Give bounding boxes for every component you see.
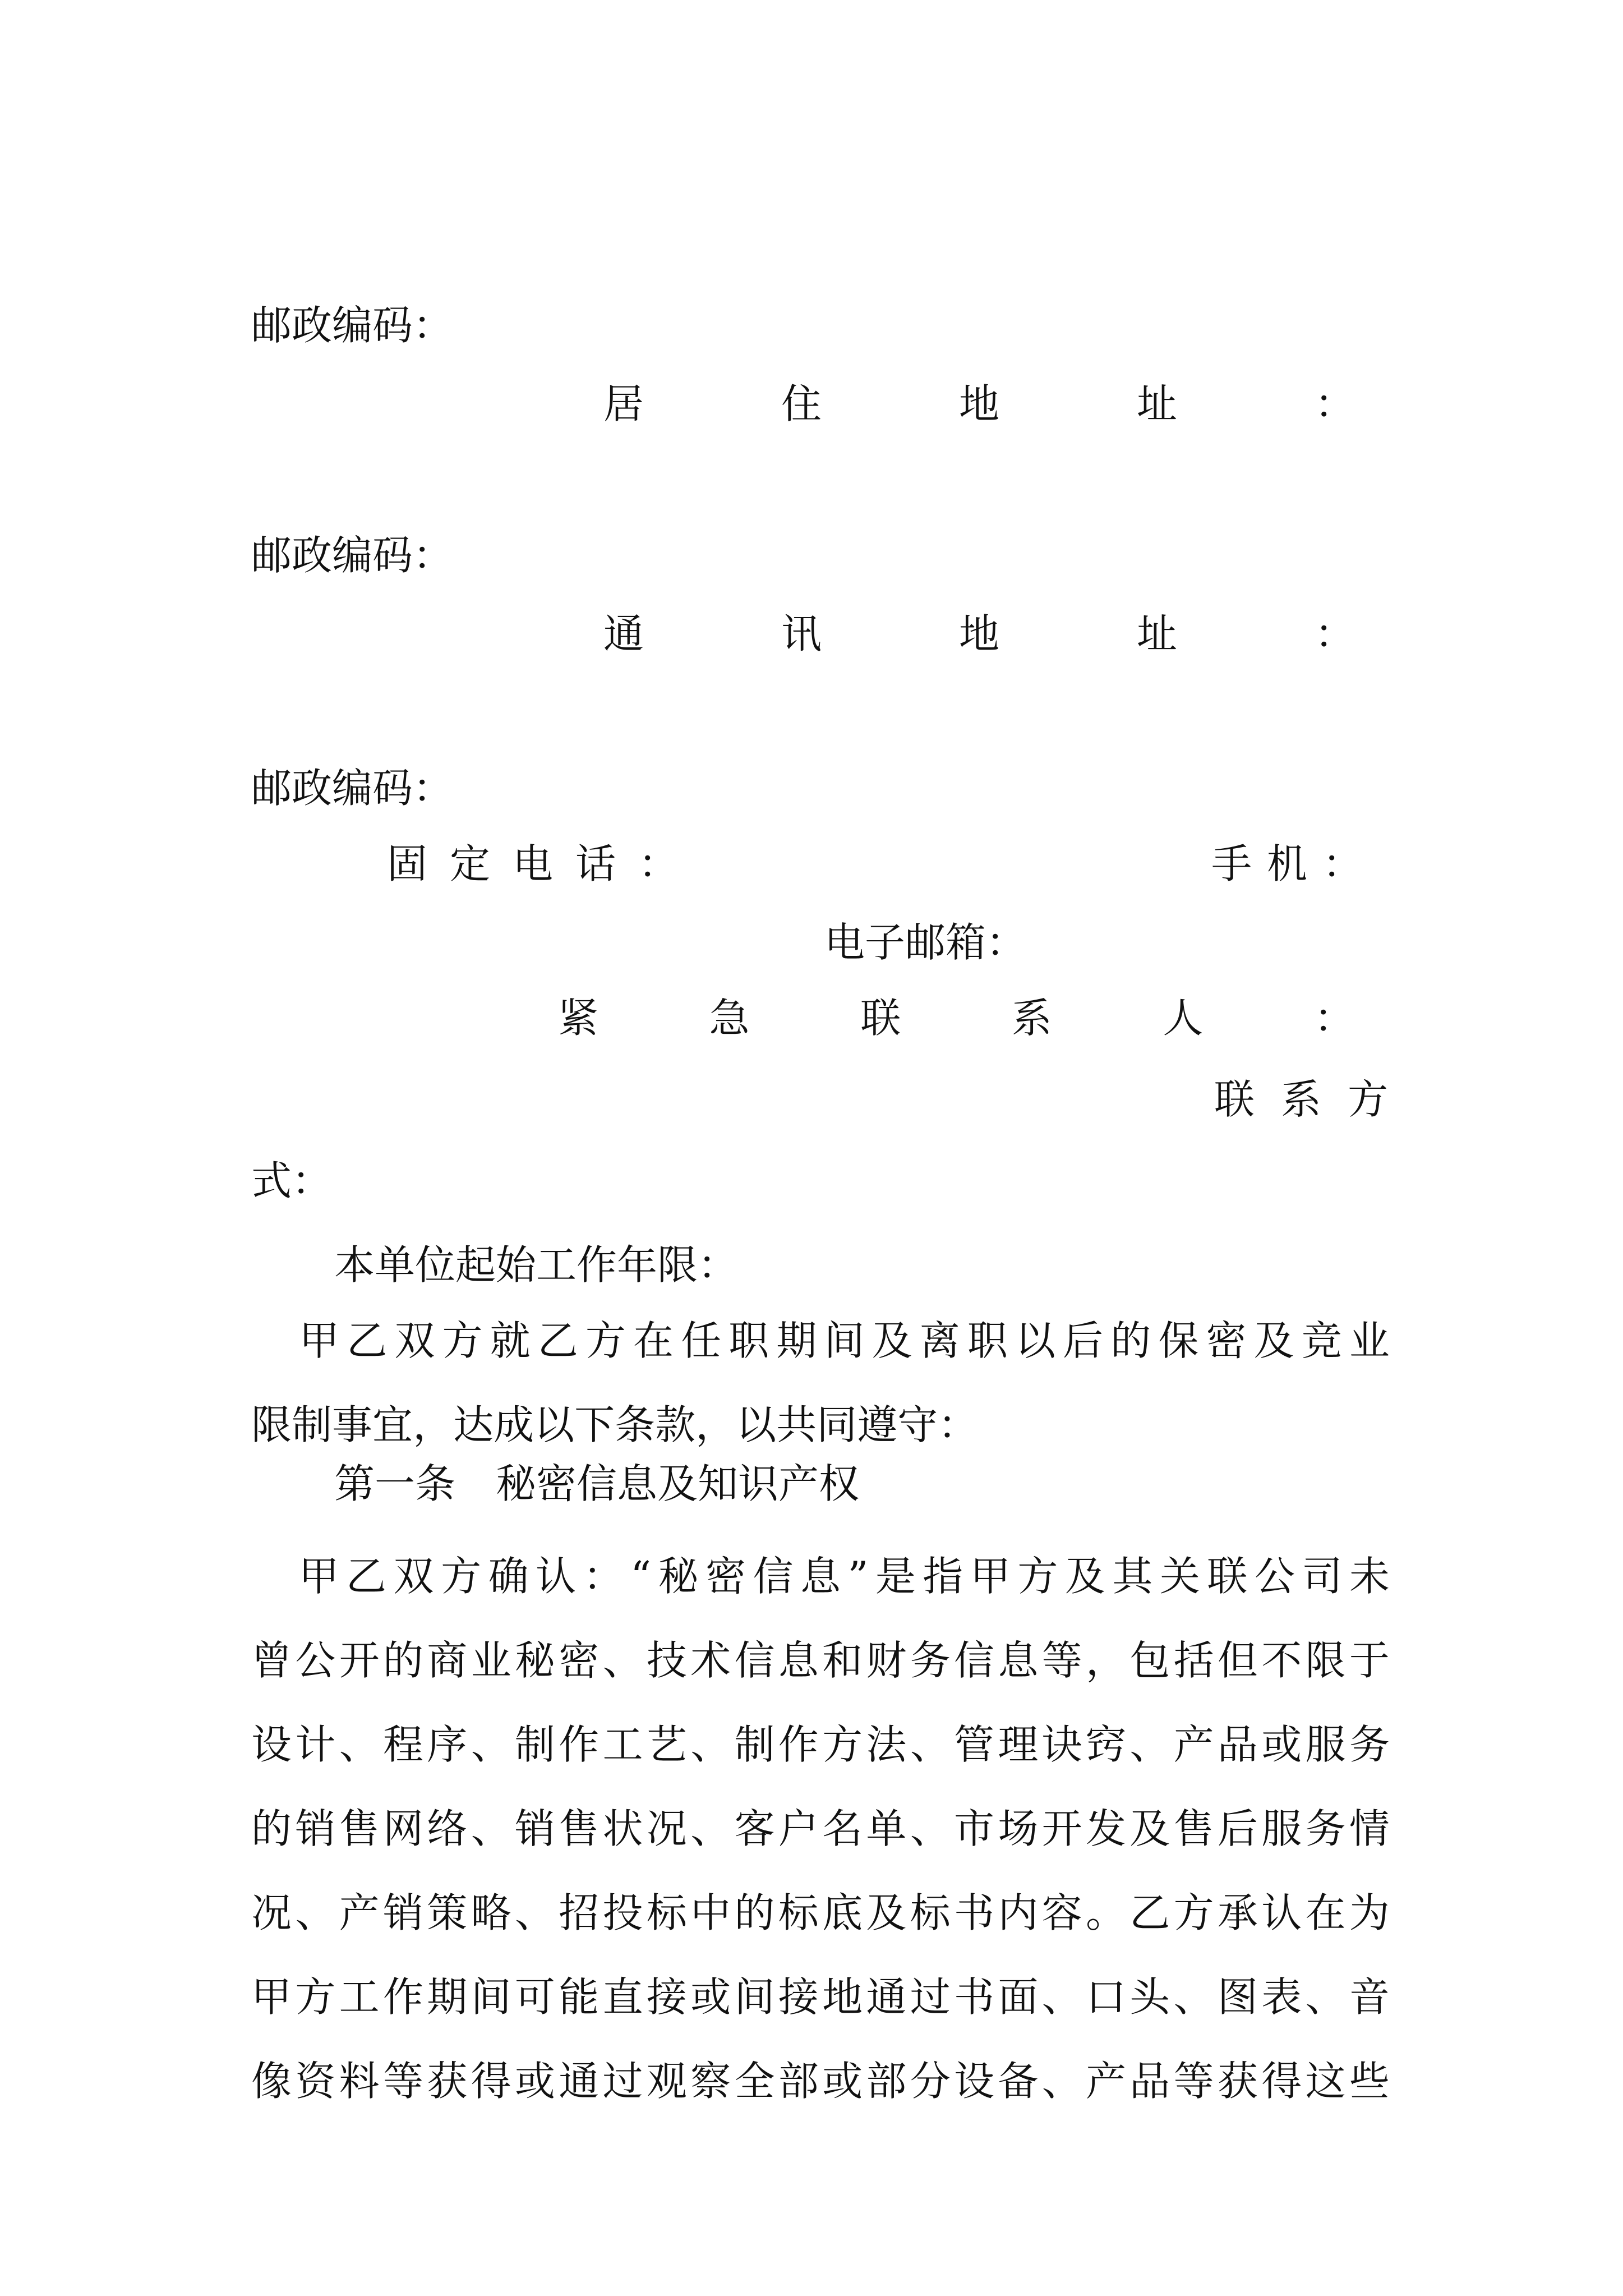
paragraph-char: 地 — [822, 1973, 863, 2021]
paragraph-char: 方 — [442, 1317, 483, 1364]
paragraph-char: 理 — [998, 1721, 1039, 1768]
paragraph-char: ： — [583, 1553, 624, 1600]
paragraph-char: 事 — [332, 1401, 373, 1448]
paragraph-char: 诀 — [1041, 1721, 1082, 1768]
paragraph-char: 等 — [1041, 1637, 1082, 1684]
paragraph-char: 期 — [427, 1973, 468, 2021]
paragraph-char: 、 — [339, 1721, 380, 1768]
paragraph-char: 得 — [1261, 2058, 1302, 2105]
paragraph-char: 指 — [923, 1553, 963, 1600]
paragraph-char: 司 — [1302, 1553, 1343, 1600]
landline-char: 电 — [512, 840, 553, 887]
paragraph-char: 关 — [1159, 1553, 1200, 1600]
paragraph-char: 单 — [866, 1805, 907, 1852]
paragraph-char: 服 — [1305, 1721, 1346, 1768]
paragraph-char: 联 — [1207, 1553, 1248, 1600]
paragraph-char: 、 — [1173, 1973, 1214, 2021]
paragraph-char: 的 — [251, 1805, 292, 1852]
postal-code-label-2: 邮政编码： — [251, 532, 454, 579]
paragraph-char: 售 — [1173, 1805, 1214, 1852]
mailing-address-char: 讯 — [781, 610, 822, 657]
landline-char: 固 — [387, 840, 428, 887]
paragraph-char: 认 — [1261, 1889, 1302, 1936]
paragraph-char: 服 — [1261, 1805, 1302, 1852]
paragraph-char: 书 — [954, 1973, 995, 2021]
paragraph-char: 得 — [471, 2058, 511, 2105]
residence-address-char: 住 — [781, 380, 822, 427]
paragraph-char: 图 — [1217, 1973, 1258, 2021]
paragraph-char: 这 — [1305, 2058, 1346, 2105]
paragraph-char: 通 — [559, 2058, 600, 2105]
paragraph-char: 密 — [1206, 1317, 1247, 1364]
paragraph-char: 销 — [514, 1805, 555, 1852]
paragraph-char: 投 — [602, 1889, 643, 1936]
residence-address-char: 居 — [603, 380, 644, 427]
paragraph-char: 职 — [967, 1317, 1008, 1364]
paragraph-char: 或 — [1261, 1721, 1302, 1768]
paragraph-char: 职 — [728, 1317, 769, 1364]
paragraph-char: 以 — [1015, 1317, 1056, 1364]
emergency-contact-char: ： — [1313, 995, 1354, 1042]
paragraph-char: 在 — [1305, 1889, 1346, 1936]
paragraph-char: 资 — [295, 2058, 336, 2105]
email-label: 电子邮箱： — [824, 919, 1027, 966]
mobile-char: 手 — [1211, 840, 1252, 887]
paragraph-char: 管 — [954, 1721, 995, 1768]
emergency-contact-char: 系 — [1011, 995, 1052, 1042]
paragraph-char: 窍 — [1085, 1721, 1126, 1768]
paragraph-char: 乙 — [537, 1317, 578, 1364]
mobile-field — [1211, 830, 1363, 898]
mailing-address-field — [603, 600, 1355, 668]
paragraph-char: 或 — [822, 2058, 863, 2105]
landline-char: 话 — [575, 840, 616, 887]
paragraph-char: 过 — [910, 1973, 951, 2021]
paragraph-char: 认 — [536, 1553, 577, 1600]
paragraph-char: 设 — [954, 2058, 995, 2105]
paragraph-char: 共 — [776, 1401, 817, 1448]
paragraph-char: 间 — [734, 1973, 775, 2021]
paragraph-char: 产 — [1173, 1721, 1214, 1768]
paragraph-char: 料 — [339, 2058, 380, 2105]
paragraph-char: 制 — [734, 1721, 775, 1768]
paragraph-char: 工 — [339, 1973, 380, 2021]
paragraph-char: 获 — [1217, 2058, 1258, 2105]
paragraph-char: ： — [938, 1401, 979, 1448]
mobile-char: 机 — [1266, 840, 1307, 887]
paragraph-char: 的 — [382, 1637, 423, 1684]
paragraph-char: 接 — [646, 1973, 687, 2021]
paragraph-char: 信 — [954, 1637, 995, 1684]
paragraph-char: 售 — [339, 1805, 380, 1852]
paragraph-char: “ — [630, 1553, 651, 1600]
paragraph-char: 信 — [753, 1553, 794, 1600]
paragraph-char: 技 — [646, 1637, 687, 1684]
paragraph-char: 、 — [514, 1889, 555, 1936]
paragraph-char: 包 — [1129, 1637, 1170, 1684]
paragraph-char: 方 — [822, 1721, 863, 1768]
paragraph-char: 序 — [427, 1721, 468, 1768]
paragraph-char: 务 — [1349, 1721, 1390, 1768]
paragraph-char: 宜 — [372, 1401, 413, 1448]
paragraph-char: 策 — [427, 1889, 468, 1936]
paragraph-char: 全 — [734, 2058, 775, 2105]
paragraph-char: ， — [413, 1401, 454, 1448]
paragraph-char: 在 — [633, 1317, 674, 1364]
paragraph-char: 标 — [646, 1889, 687, 1936]
postal-code-label-3: 邮政编码： — [251, 765, 454, 812]
residence-address-char: 址 — [1136, 380, 1177, 427]
paragraph-char: 开 — [339, 1637, 380, 1684]
paragraph-char: 售 — [559, 1805, 600, 1852]
paragraph-char: 或 — [514, 2058, 555, 2105]
paragraph-char: 销 — [295, 1805, 336, 1852]
paragraph-char: 底 — [822, 1889, 863, 1936]
paragraph-char: 开 — [1041, 1805, 1082, 1852]
paragraph-char: 发 — [1085, 1805, 1126, 1852]
paragraph-char: 方 — [295, 1973, 336, 2021]
paragraph-char: 客 — [734, 1805, 775, 1852]
paragraph-char: 方 — [1017, 1553, 1058, 1600]
paragraph-char: 户 — [778, 1805, 819, 1852]
paragraph-char: 同 — [817, 1401, 857, 1448]
paragraph-char: 招 — [559, 1889, 600, 1936]
mobile-char: ： — [1322, 840, 1363, 887]
paragraph-char: 任 — [681, 1317, 722, 1364]
paragraph-char: 产 — [1085, 2058, 1126, 2105]
paragraph-char: 的 — [1110, 1317, 1151, 1364]
paragraph-char: 程 — [382, 1721, 423, 1768]
mailing-address-char: ： — [1314, 610, 1355, 657]
paragraph-char: 秘 — [658, 1553, 699, 1600]
paragraph-char: 曾 — [251, 1637, 292, 1684]
emergency-contact-field — [558, 984, 1354, 1052]
paragraph-char: 乙 — [347, 1317, 388, 1364]
paragraph-char: 络 — [427, 1805, 468, 1852]
paragraph-char: 、 — [690, 1805, 731, 1852]
paragraph-char: 法 — [866, 1721, 907, 1768]
paragraph-char: 面 — [998, 1973, 1039, 2021]
contact-method-char: 方 — [1347, 1076, 1388, 1123]
paragraph-char: 作 — [778, 1721, 819, 1768]
paragraph-char: 、 — [1129, 1721, 1170, 1768]
paragraph-char: 款 — [655, 1401, 696, 1448]
paragraph-char: 括 — [1173, 1637, 1214, 1684]
paragraph-line — [251, 2039, 1390, 2123]
paragraph-char: 部 — [778, 2058, 819, 2105]
paragraph-char: 双 — [393, 1553, 434, 1600]
paragraph-char: 、 — [910, 1805, 951, 1852]
paragraph-char — [251, 1534, 292, 1618]
paragraph-char: 况 — [646, 1805, 687, 1852]
paragraph-char: 秘 — [514, 1637, 555, 1684]
paragraph-char: 术 — [690, 1637, 731, 1684]
paragraph-char: 下 — [574, 1401, 615, 1448]
paragraph-char: 及 — [872, 1317, 912, 1364]
paragraph-char: 承 — [1217, 1889, 1258, 1936]
paragraph-char: 及 — [1253, 1317, 1294, 1364]
paragraph-char: 口 — [1085, 1973, 1126, 2021]
paragraph-char: 制 — [514, 1721, 555, 1768]
paragraph-char: 息 — [778, 1637, 819, 1684]
paragraph-char: 些 — [1349, 2058, 1390, 2105]
emergency-contact-char: 紧 — [558, 995, 599, 1042]
paragraph-char: 业 — [1349, 1317, 1390, 1364]
paragraph-char: 信 — [734, 1637, 775, 1684]
paragraph-char: 工 — [602, 1721, 643, 1768]
mailing-address-char: 通 — [603, 610, 644, 657]
paragraph-char: 中 — [690, 1889, 731, 1936]
paragraph-char: 方 — [1173, 1889, 1214, 1936]
paragraph-char: 乙 — [346, 1553, 387, 1600]
postal-code-label-1: 邮政编码： — [251, 302, 454, 349]
paragraph-char: 保 — [1158, 1317, 1199, 1364]
residence-address-char: 地 — [958, 380, 999, 427]
paragraph-char: ， — [695, 1401, 736, 1448]
emergency-contact-char: 联 — [860, 995, 901, 1042]
emergency-contact-char: 急 — [709, 995, 750, 1042]
paragraph-char: 像 — [251, 2058, 292, 2105]
paragraph-char: 限 — [1305, 1637, 1346, 1684]
intro-paragraph — [251, 1299, 1390, 1467]
paragraph-char: 甲 — [299, 1317, 340, 1364]
paragraph-char: 及 — [1064, 1553, 1105, 1600]
paragraph-char: 略 — [471, 1889, 511, 1936]
paragraph-char: 备 — [998, 2058, 1039, 2105]
landline-char: 定 — [449, 840, 490, 887]
contact-method-suffix: 式： — [251, 1157, 333, 1204]
paragraph-char: 接 — [778, 1973, 819, 2021]
paragraph-char: 间 — [471, 1973, 511, 2021]
paragraph-char: 。 — [1085, 1889, 1126, 1936]
paragraph-char: 限 — [251, 1401, 292, 1448]
paragraph-char: 能 — [559, 1973, 600, 2021]
paragraph-char: 制 — [292, 1401, 333, 1448]
paragraph-char: 可 — [514, 1973, 555, 2021]
residence-address-char: ： — [1314, 380, 1355, 427]
paragraph-char: 及 — [866, 1889, 907, 1936]
paragraph-char: 甲 — [251, 1973, 292, 2021]
paragraph-char: 表 — [1261, 1973, 1302, 2021]
paragraph-char: 商 — [427, 1637, 468, 1684]
paragraph-char: 容 — [1041, 1889, 1082, 1936]
paragraph-line — [251, 1618, 1390, 1703]
paragraph-char: 名 — [822, 1805, 863, 1852]
paragraph-char: 其 — [1112, 1553, 1153, 1600]
paragraph-char: 的 — [734, 1889, 775, 1936]
paragraph-char: 但 — [1217, 1637, 1258, 1684]
paragraph-char: 离 — [919, 1317, 960, 1364]
paragraph-char: 标 — [910, 1889, 951, 1936]
paragraph-char: 是 — [875, 1553, 916, 1600]
paragraph-char: 分 — [910, 2058, 951, 2105]
article-one-paragraph — [251, 1534, 1390, 2123]
paragraph-char: 、 — [1305, 1973, 1346, 2021]
paragraph-char: 过 — [602, 2058, 643, 2105]
paragraph-char: 密 — [705, 1553, 746, 1600]
mailing-address-char: 址 — [1136, 610, 1177, 657]
paragraph-char: 业 — [471, 1637, 511, 1684]
paragraph-char: 场 — [998, 1805, 1039, 1852]
landline-char: ： — [638, 840, 679, 887]
paragraph-char: 方 — [585, 1317, 626, 1364]
paragraph-char: 察 — [690, 2058, 731, 2105]
paragraph-char: ， — [1085, 1637, 1126, 1684]
paragraph-char: 甲 — [298, 1553, 339, 1600]
paragraph-char: 方 — [441, 1553, 482, 1600]
residence-address-field — [603, 370, 1355, 438]
paragraph-line — [251, 1299, 1390, 1383]
paragraph-char: 为 — [1349, 1889, 1390, 1936]
paragraph-char: 作 — [382, 1973, 423, 2021]
paragraph-char: 等 — [1173, 2058, 1214, 2105]
paragraph-char: 守 — [897, 1401, 938, 1448]
paragraph-char: 及 — [1129, 1805, 1170, 1852]
paragraph-char: 以 — [736, 1401, 777, 1448]
paragraph-char: 、 — [910, 1721, 951, 1768]
paragraph-char: 、 — [471, 1721, 511, 1768]
paragraph-char: 计 — [295, 1721, 336, 1768]
paragraph-char: 息 — [800, 1553, 841, 1600]
paragraph-char: 品 — [1217, 1721, 1258, 1768]
paragraph-char: 条 — [615, 1401, 656, 1448]
paragraph-line — [251, 1787, 1390, 1871]
paragraph-char: 和 — [822, 1637, 863, 1684]
paragraph-char: 标 — [778, 1889, 819, 1936]
paragraph-char: 于 — [1349, 1637, 1390, 1684]
paragraph-char: 确 — [488, 1553, 529, 1600]
paragraph-char: 、 — [690, 1721, 731, 1768]
paragraph-char: 音 — [1349, 1973, 1390, 2021]
paragraph-char: 头 — [1129, 1973, 1170, 2021]
paragraph-line — [251, 1871, 1390, 1955]
paragraph-char: 务 — [910, 1637, 951, 1684]
paragraph-char: 、 — [471, 1805, 511, 1852]
paragraph-char: 况 — [251, 1889, 292, 1936]
contact-method-field — [1214, 1066, 1388, 1133]
paragraph-char: 达 — [453, 1401, 494, 1448]
paragraph-char: 公 — [1254, 1553, 1295, 1600]
paragraph-char: 以 — [534, 1401, 575, 1448]
paragraph-char: 双 — [394, 1317, 435, 1364]
paragraph-char: 内 — [998, 1889, 1039, 1936]
paragraph-char: 网 — [382, 1805, 423, 1852]
paragraph-char: 甲 — [970, 1553, 1011, 1600]
contact-method-char: 系 — [1280, 1076, 1321, 1123]
paragraph-char: 间 — [824, 1317, 865, 1364]
paragraph-line — [251, 1703, 1390, 1787]
paragraph-char — [251, 1299, 292, 1383]
paragraph-char: 乙 — [1129, 1889, 1170, 1936]
paragraph-char: 设 — [251, 1721, 292, 1768]
paragraph-char: 息 — [998, 1637, 1039, 1684]
paragraph-char: 未 — [1349, 1553, 1390, 1600]
paragraph-char: 状 — [602, 1805, 643, 1852]
paragraph-char: 市 — [954, 1805, 995, 1852]
paragraph-char: 后 — [1217, 1805, 1258, 1852]
paragraph-char: 产 — [339, 1889, 380, 1936]
paragraph-char: 后 — [1063, 1317, 1104, 1364]
paragraph-char: 务 — [1305, 1805, 1346, 1852]
paragraph-line — [251, 1955, 1390, 2039]
paragraph-char: 、 — [1041, 1973, 1082, 2021]
paragraph-char: 、 — [1041, 2058, 1082, 2105]
paragraph-char: 观 — [646, 2058, 687, 2105]
paragraph-char: 成 — [494, 1401, 534, 1448]
paragraph-char: 艺 — [646, 1721, 687, 1768]
landline-field — [387, 830, 679, 898]
start-years-label: 本单位起始工作年限： — [334, 1241, 739, 1289]
paragraph-char: 品 — [1129, 2058, 1170, 2105]
contact-method-char: 联 — [1214, 1076, 1255, 1123]
paragraph-char: 公 — [295, 1637, 336, 1684]
paragraph-char: 通 — [866, 1973, 907, 2021]
paragraph-char: 就 — [490, 1317, 531, 1364]
paragraph-char: 或 — [690, 1973, 731, 2021]
paragraph-char: 遵 — [857, 1401, 898, 1448]
paragraph-line — [251, 1534, 1390, 1618]
paragraph-char: ” — [847, 1553, 869, 1600]
paragraph-char: 直 — [602, 1973, 643, 2021]
paragraph-char: 部 — [866, 2058, 907, 2105]
paragraph-char: 财 — [866, 1637, 907, 1684]
paragraph-char: 作 — [559, 1721, 600, 1768]
paragraph-char: 销 — [382, 1889, 423, 1936]
paragraph-char: 密 — [559, 1637, 600, 1684]
paragraph-char: 等 — [382, 2058, 423, 2105]
paragraph-char: 、 — [602, 1637, 643, 1684]
paragraph-char: 期 — [776, 1317, 817, 1364]
paragraph-char: 获 — [427, 2058, 468, 2105]
article-one-title: 第一条 秘密信息及知识产权 — [334, 1460, 860, 1507]
paragraph-char: 情 — [1349, 1805, 1390, 1852]
paragraph-char: 不 — [1261, 1637, 1302, 1684]
paragraph-char: 竞 — [1301, 1317, 1342, 1364]
emergency-contact-char: 人 — [1163, 995, 1204, 1042]
mailing-address-char: 地 — [958, 610, 999, 657]
paragraph-char: 书 — [954, 1889, 995, 1936]
paragraph-char: 、 — [295, 1889, 336, 1936]
